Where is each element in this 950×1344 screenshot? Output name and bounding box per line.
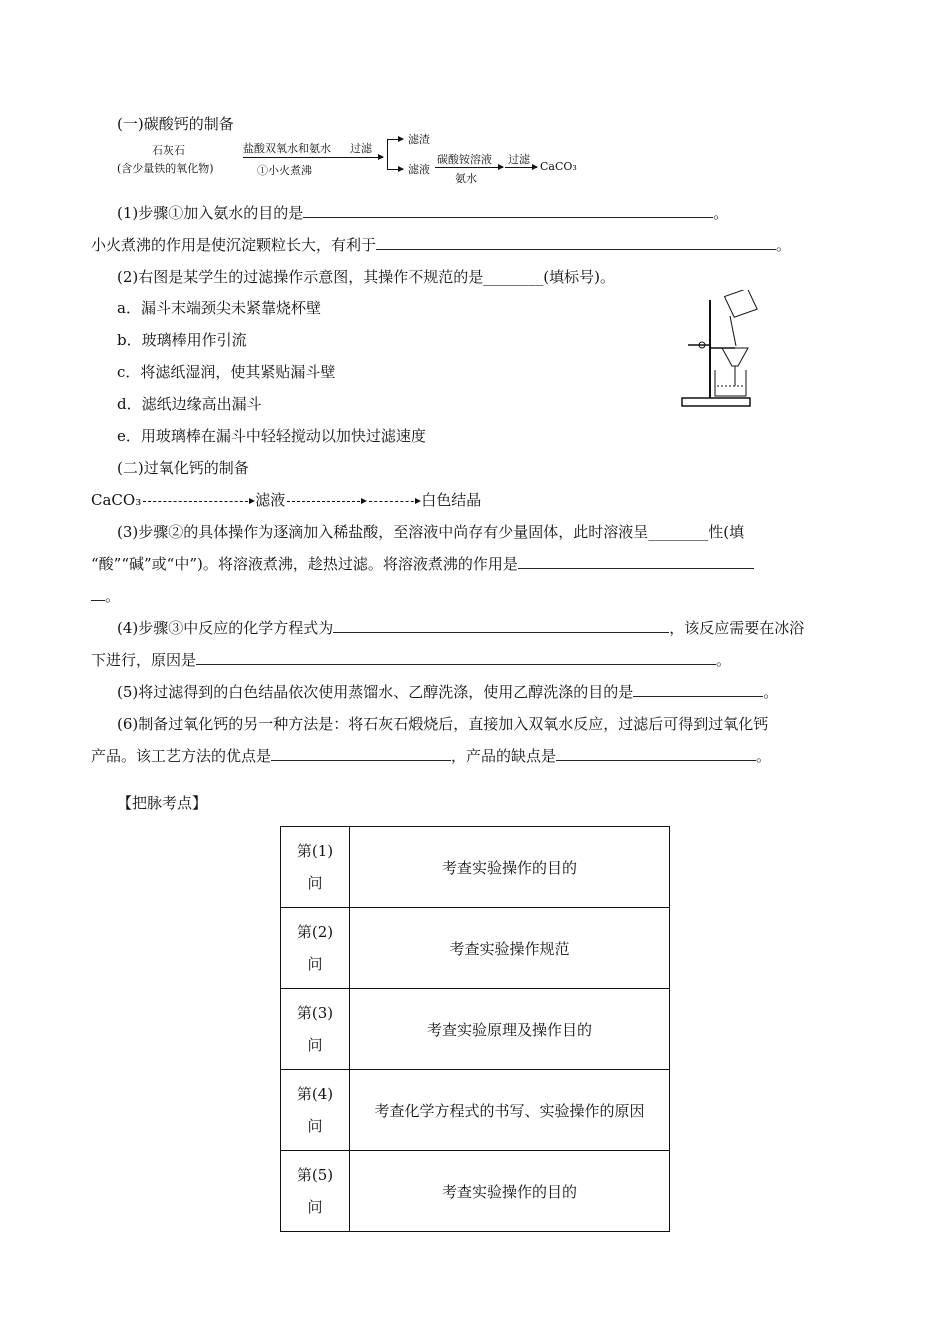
question-cell: 第(2) 问 bbox=[281, 908, 350, 989]
q3-line-c bbox=[91, 586, 120, 606]
q4-answer-blank-2[interactable] bbox=[196, 650, 716, 665]
flow1-start-line1: 石灰石 bbox=[152, 144, 185, 157]
section1-title: (一)碳酸钙的制备 bbox=[117, 115, 234, 133]
q5-text: (5)将过滤得到的白色结晶依次使用蒸馏水、乙醇洗涤，使用乙醇洗涤的目的是 bbox=[117, 683, 634, 701]
flow1-arrow-2 bbox=[435, 167, 503, 168]
q6-text-b-mid: ，产品的缺点是 bbox=[451, 747, 557, 765]
flow1-branch bbox=[387, 139, 394, 169]
q1-text-a: (1)步骤①加入氨水的目的是 bbox=[117, 204, 304, 222]
q4-answer-blank-1[interactable] bbox=[333, 618, 669, 633]
flow2-arrow-3 bbox=[369, 501, 419, 502]
flow1-step2-top: 碳酸铵溶液 bbox=[437, 153, 492, 166]
q1-line-a bbox=[117, 203, 728, 223]
flow1-step1-top: 盐酸双氧水和氨水 bbox=[243, 142, 331, 155]
q4-line-a bbox=[117, 618, 804, 638]
flow2-arrow-1 bbox=[143, 501, 253, 502]
table-row bbox=[281, 1070, 670, 1151]
flow2-arrow-2 bbox=[287, 501, 365, 502]
table-row bbox=[281, 908, 670, 989]
q3-line-a: (3)步骤②的具体操作为逐滴加入稀盐酸，至溶液中尚存有少量固体，此时溶液呈________性(填 bbox=[117, 523, 745, 541]
q5-answer-blank[interactable] bbox=[633, 682, 763, 697]
q2-option-d: d．滤纸边缘高出漏斗 bbox=[117, 395, 262, 413]
q6-period: 。 bbox=[756, 747, 772, 765]
flow1-arrow-residue bbox=[387, 139, 403, 140]
q4-text-a-post: ，该反应需要在冰浴 bbox=[669, 619, 805, 637]
flow2-start: CaCO₃ bbox=[91, 491, 142, 509]
q3-text-c: 。 bbox=[105, 587, 121, 605]
q3-answer-blank[interactable] bbox=[518, 554, 754, 569]
q3-answer-blank-cont[interactable] bbox=[91, 586, 105, 601]
q2-option-b: b．玻璃棒用作引流 bbox=[117, 331, 247, 349]
description-cell: 考查实验原理及操作目的 bbox=[350, 989, 670, 1070]
question-cell: 第(5) 问 bbox=[281, 1151, 350, 1232]
table-row bbox=[281, 1151, 670, 1232]
q2-stem: (2)右图是某学生的过滤操作示意图，其操作不规范的是________(填标号)。 bbox=[117, 268, 615, 286]
flow1-step1-bottom: ①小火煮沸 bbox=[257, 164, 312, 177]
question-cell: 第(1) 问 bbox=[281, 827, 350, 908]
flow1-arrow-3 bbox=[505, 167, 537, 168]
q1-answer-blank-1[interactable] bbox=[303, 203, 713, 218]
table-row bbox=[281, 989, 670, 1070]
flow1-start-line2: (含少量铁的氧化物) bbox=[117, 162, 214, 175]
description-cell: 考查实验操作的目的 bbox=[350, 1151, 670, 1232]
description-cell: 考查实验操作的目的 bbox=[350, 827, 670, 908]
q6-line-b bbox=[91, 746, 771, 766]
q2-option-a: a．漏斗末端颈尖未紧靠烧杯壁 bbox=[117, 299, 321, 317]
q5-period: 。 bbox=[763, 683, 779, 701]
q1-answer-blank-2[interactable] bbox=[376, 235, 776, 250]
q1-period-b: 。 bbox=[776, 236, 792, 254]
q6-line-a: (6)制备过氧化钙的另一种方法是：将石灰石煅烧后，直接加入双氧水反应，过滤后可得到过氧化钙 bbox=[117, 715, 769, 733]
table-row bbox=[281, 827, 670, 908]
q2-option-c: c．将滤纸湿润，使其紧贴漏斗壁 bbox=[117, 363, 336, 381]
keypoints-title: 【把脉考点】 bbox=[117, 794, 208, 812]
flow-diagram-1 bbox=[117, 133, 597, 185]
question-cell: 第(4) 问 bbox=[281, 1070, 350, 1151]
keypoints-table bbox=[280, 826, 670, 1232]
flow1-product: CaCO₃ bbox=[540, 160, 577, 173]
flow2-end: 白色结晶 bbox=[421, 491, 482, 509]
flow1-arrow-1 bbox=[243, 157, 383, 158]
q4-text-a-pre: (4)步骤③中反应的化学方程式为 bbox=[117, 619, 334, 637]
flow1-step2-filter: 过滤 bbox=[508, 153, 530, 166]
q1-text-b: 小火煮沸的作用是使沉淀颗粒长大，有利于 bbox=[91, 236, 377, 254]
q6-text-b-pre: 产品。该工艺方法的优点是 bbox=[91, 747, 272, 765]
flow1-step1-filter: 过滤 bbox=[350, 142, 372, 155]
flow1-filtrate: 滤液 bbox=[408, 163, 430, 176]
q6-answer-blank-1[interactable] bbox=[271, 746, 451, 761]
q4-period: 。 bbox=[716, 651, 732, 669]
q4-text-b-pre: 下进行，原因是 bbox=[91, 651, 197, 669]
flow1-residue: 滤渣 bbox=[408, 133, 430, 146]
q1-line-b bbox=[91, 235, 791, 255]
q1-period-a: 。 bbox=[713, 204, 729, 222]
description-cell: 考查化学方程式的书写、实验操作的原因 bbox=[350, 1070, 670, 1151]
flow1-step2-bottom: 氨水 bbox=[455, 172, 477, 185]
filtration-apparatus-figure bbox=[680, 290, 765, 410]
question-cell: 第(3) 问 bbox=[281, 989, 350, 1070]
description-cell: 考查实验操作规范 bbox=[350, 908, 670, 989]
q3-line-b bbox=[91, 554, 754, 574]
q3-text-b: “酸”“碱”或“中”)。将溶液煮沸，趁热过滤。将溶液煮沸的作用是 bbox=[91, 555, 518, 573]
flow-diagram-2 bbox=[91, 490, 481, 510]
q2-option-e: e．用玻璃棒在漏斗中轻轻搅动以加快过滤速度 bbox=[117, 427, 426, 445]
flow2-mid: 滤液 bbox=[255, 491, 286, 509]
q6-answer-blank-2[interactable] bbox=[556, 746, 756, 761]
q4-line-b bbox=[91, 650, 731, 670]
q5-line bbox=[117, 682, 778, 702]
section2-title: (二)过氧化钙的制备 bbox=[117, 459, 249, 477]
flow1-arrow-filtrate bbox=[387, 169, 403, 170]
